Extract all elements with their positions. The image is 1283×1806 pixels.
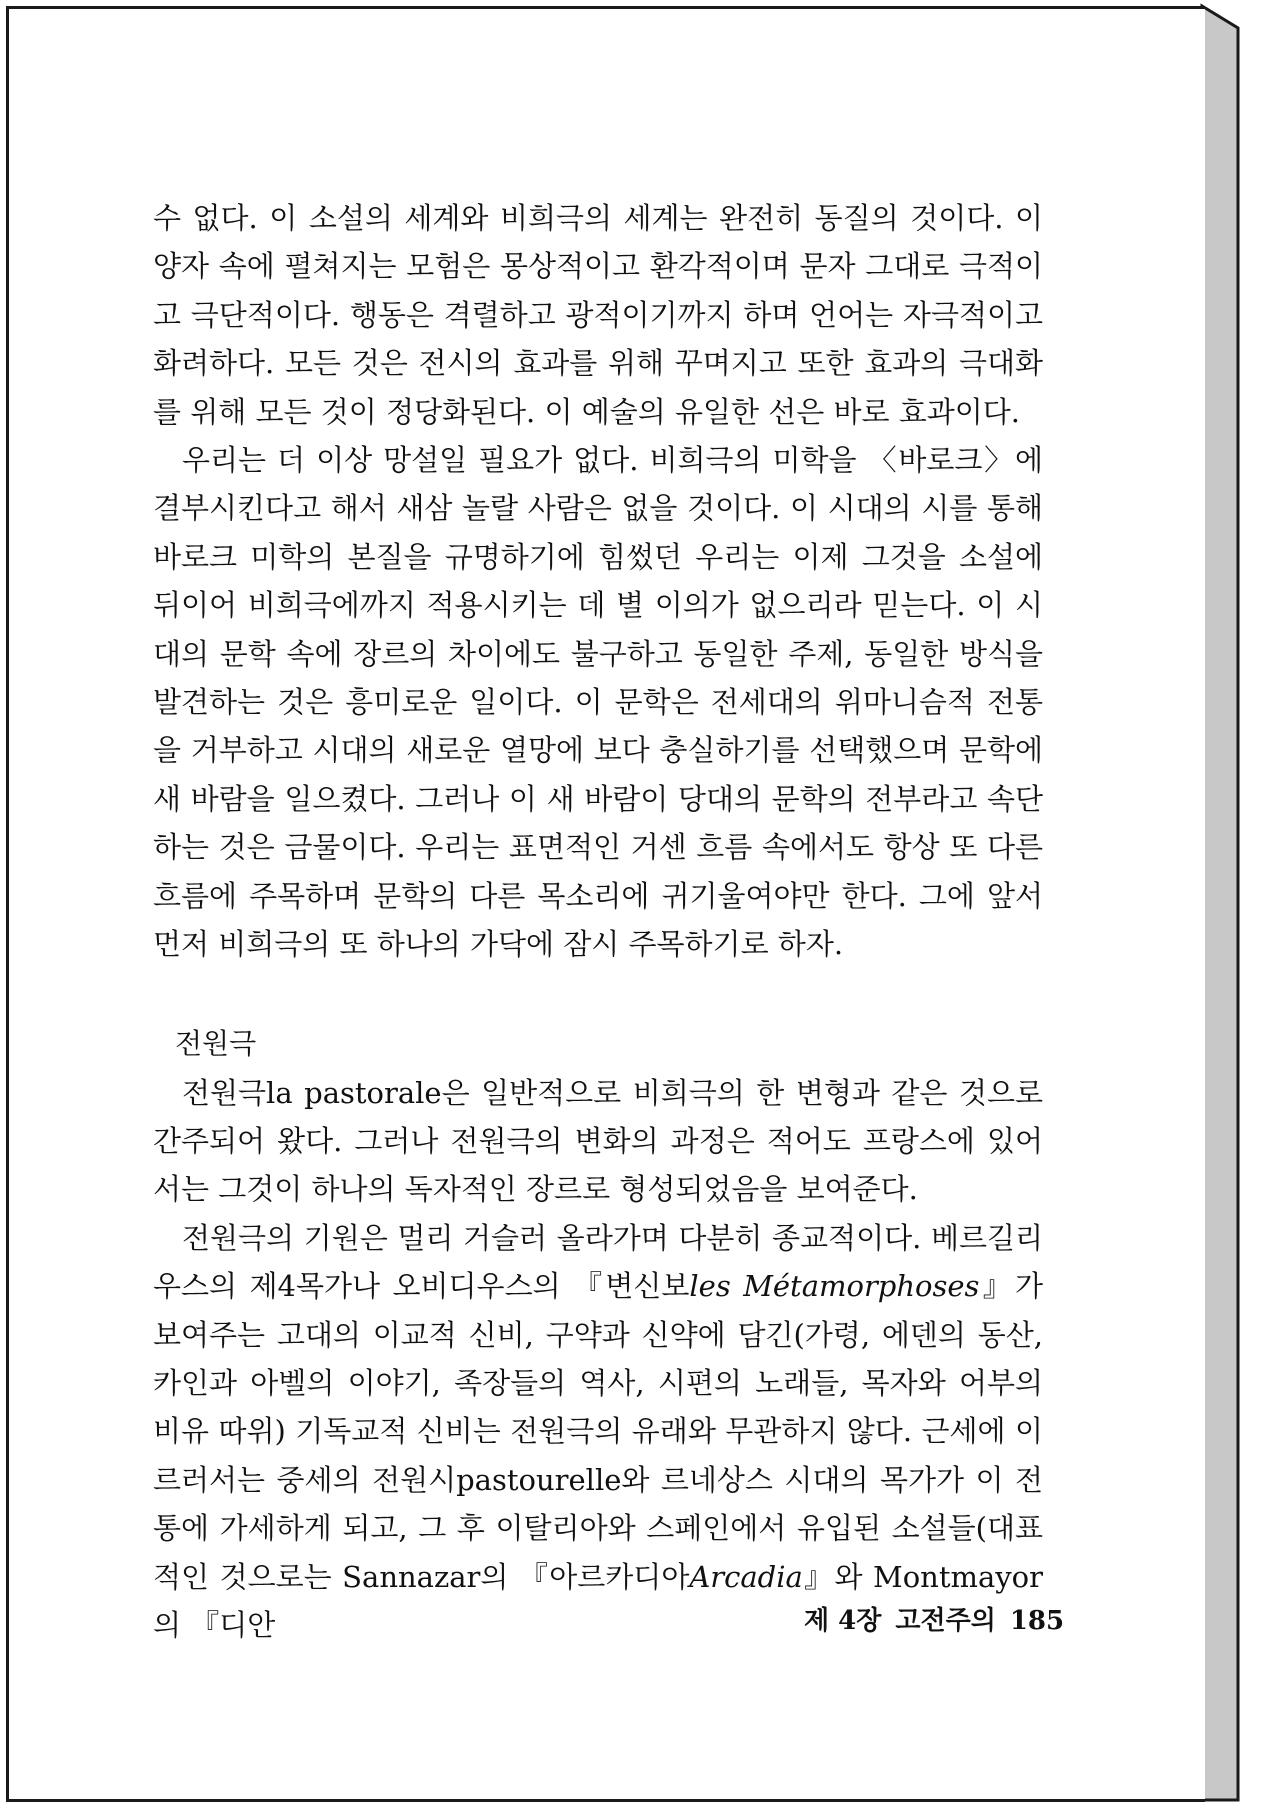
page-number: 185 (1009, 1606, 1065, 1636)
page-footer (790, 1600, 1065, 1637)
section-title: 전원극 (175, 1026, 257, 1060)
paragraph-4-part-e: 』와 Montmayor의 『디안 (153, 1559, 1043, 1642)
paragraph-4-part-a: 전원극의 기원은 멀리 거슬러 올라가며 다분히 종교적이다. 베르길리우스의 제4목가나 오비디우스의 『변신보 (153, 1220, 1043, 1304)
paragraph-4-part-c: 』가 보여주는 고대의 이교적 신비, 구약과 신약에 담긴(가령, 에덴의 동산, 카인과 아벨의 이야기, 족장들의 역사, 시편의 노래들, 목자와 어부의 비유 따위) 기독교적 신비는 전원극의 유래와 무관하지 않다. 근세에 이르러서는 중세의 전원시pastourelle와 르네상스 시대의 목가가 이 전통에 가세하게 되고, 그 후 이탈리아와 스페인에서 유입된 소설들(대표적인 것으로는 Sannazar의 『아르카디아 (153, 1269, 1043, 1594)
section-gap (153, 969, 1043, 1019)
paragraph-3: 전원극la pastorale은 일반적으로 비희극의 한 변형과 같은 것으로 간주되어 왔다. 그러나 전원극의 변화의 과정은 적어도 프랑스에 있어서는 그것이 하나의 독자적인 장르로 형성되었음을 보여준다. (153, 1075, 1043, 1207)
chapter-title: 고전주의 (895, 1606, 996, 1636)
italic-title-arcadia: Arcadia (689, 1559, 803, 1594)
body-text (153, 194, 1043, 1649)
paragraph-2: 우리는 더 이상 망설일 필요가 없다. 비희극의 미학을 〈바로크〉에 결부시킨다고 해서 새삼 놀랄 사람은 없을 것이다. 이 시대의 시를 통해 바로크 미학의 본질을 규명하기에 힘썼던 우리는 이제 그것을 소설에 뒤이어 비희극에까지 적용시키는 데 별 이의가 없으리라 믿는다. 이 시대의 문학 속에 장르의 차이에도 불구하고 동일한 주제, 동일한 방식을 발견하는 것은 흥미로운 일이다. 이 문학은 전세대의 위마니슴적 전통을 거부하고 시대의 새로운 열망에 보다 충실하기를 선택했으며 문학에 새 바람을 일으켰다. 그러나 이 새 바람이 당대의 문학의 전부라고 속단하는 것은 금물이다. 우리는 표면적인 거센 흐름 속에서도 항상 또 다른 흐름에 주목하며 문학의 다른 목소리에 귀기울여야만 한다. 그에 앞서 먼저 비희극의 또 하나의 가닥에 잠시 주목하기로 하자. (153, 443, 1043, 962)
italic-title-metamorphoses: les Métamorphoses (689, 1269, 980, 1304)
paragraph-1: 수 없다. 이 소설의 세계와 비희극의 세계는 완전히 동질의 것이다. 이 양자 속에 펼쳐지는 모험은 몽상적이고 환각적이며 문자 그대로 극적이고 극단적이다. 행동은 격렬하고 광적이기까지 하며 언어는 자극적이고 화려하다. 모든 것은 전시의 효과를 위해 꾸며지고 또한 효과의 극대화를 위해 모든 것이 정당화된다. 이 예술의 유일한 선은 바로 효과이다. (153, 201, 1043, 429)
paragraph-4 (153, 1214, 1043, 1650)
chapter-label: 제 4장 (804, 1606, 882, 1636)
